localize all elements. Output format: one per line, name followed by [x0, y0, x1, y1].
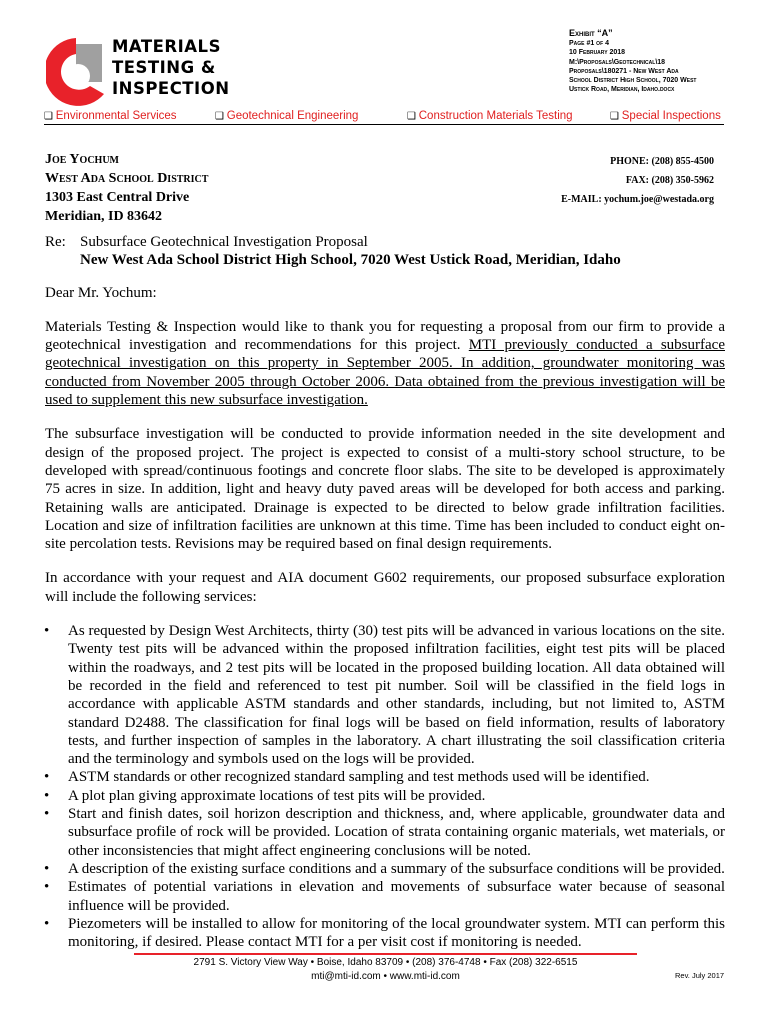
list-item: • A plot plan giving approximate locations of test pits will be provided.: [45, 787, 725, 805]
service-item: ❑ Construction Materials Testing: [407, 110, 573, 122]
revision-note: Rev. July 2017: [675, 971, 725, 980]
logo-line: TESTING &: [112, 58, 216, 77]
re-label: Re:: [45, 234, 66, 250]
services-bar: [44, 110, 724, 125]
footer-address: 2791 S. Victory View Way • Boise, Idaho 83709 • (208) 376-4748 • Fax (208) 322-6515: [193, 957, 578, 968]
footer-web: mti@mti-id.com • www.mti-id.com: [311, 971, 460, 982]
logo-line: INSPECTION: [112, 79, 230, 98]
service-item: ❑ Geotechnical Engineering: [215, 110, 358, 122]
exhibit-line: Ustick Road, Meridian, Idaho.docx: [569, 86, 675, 94]
exhibit-title: Exhibit “A”: [569, 28, 613, 38]
company-name: [112, 36, 230, 99]
list-item: • Estimates of potential variations in elevation and movements of subsurface water because of seasonal influence will be provided.: [45, 878, 725, 915]
phone: PHONE: (208) 855-4500: [610, 156, 714, 167]
p1-text: Materials Testing & Inspection would like to thank you for requesting a proposal from our firm to provide a geotechnical investigation and recommendations for this project.: [45, 318, 725, 354]
paragraph-3: In accordance with your request and AIA document G602 requirements, our proposed subsurface exploration will include the following services:: [45, 570, 725, 605]
services-list: [45, 622, 725, 951]
footer: [134, 956, 637, 984]
recipient-name: Joe Yochum: [45, 152, 119, 167]
list-item: • A description of the existing surface conditions and a summary of the subsurface conditions will be provided.: [45, 860, 725, 878]
exhibit-line: School District High School, 7020 West: [569, 77, 697, 85]
salutation: Dear Mr. Yochum:: [45, 284, 157, 301]
exhibit-line: M:\Proposals\Geotechnical\18: [569, 58, 666, 66]
exhibit-block: [569, 28, 696, 95]
service-item: ❑ Special Inspections: [610, 110, 721, 122]
re-subject: Subsurface Geotechnical Investigation Proposal: [80, 234, 368, 250]
recipient-street: 1303 East Central Drive: [45, 190, 190, 205]
paragraph-2: The subsurface investigation will be conducted to provide information needed in the site development and design of the proposed project. The project is expected to consist of a multi-story school structure, to be developed with spread/continuous footings and concrete floor slabs. The site to be developed is approximately 75 acres in size. In addition, light and heavy duty paved areas will be developed for both access and parking. Retaining walls are anticipated. Drainage is expected to be directed to below grade infiltration facilities. Location and size of infiltration facilities are unknown at this time. Time has been included to conduct eight on-site percolation tests. Revisions may be required based on final design requirements.: [45, 426, 725, 553]
email: E-MAIL: yochum.joe@westada.org: [561, 194, 714, 205]
service-item: ❑ Environmental Services: [44, 110, 177, 122]
re-project: New West Ada School District High School, 7020 West Ustick Road, Meridian, Idaho: [80, 252, 621, 269]
logo-line: MATERIALS: [112, 37, 221, 56]
list-item: • As requested by Design West Architects, thirty (30) test pits will be advanced in various locations on the site. Twenty test pits will be advanced within the proposed infiltration facilities, eight test pits will be placed within the roadways, and 2 test pits will be located in the proposed building location. All data obtained will be recorded in the field and referenced to test pit number. Soil will be classified in the field logs in accordance with applicable ASTM standards and other standards, including, but not limited to, ASTM standard D2488. The classification for final logs will be based on field information, results of laboratory tests, and further inspection of samples in the laboratory. A chart illustrating the soil classification criteria and the terminology and symbols used on the logs will be provided.: [45, 622, 725, 768]
exhibit-line: Page #1 of 4: [569, 40, 609, 47]
recipient-city: Meridian, ID 83642: [45, 209, 163, 224]
footer-rule: [134, 953, 637, 955]
exhibit-line: 10 February 2018: [569, 49, 626, 57]
paragraph-1: [45, 318, 725, 409]
mti-logo-icon: [46, 36, 106, 110]
p1-underlined: MTI previously conducted a subsurface geotechnical investigation on this property in September 2005. In addition, groundwater monitoring was conducted from November 2005 through October 2006. Data obtained from the previous investigation will be used to supplement this new subsurface investigation.: [45, 337, 725, 409]
re-line: [45, 233, 725, 270]
recipient-contact: [561, 152, 714, 209]
list-item: • Piezometers will be installed to allow for monitoring of the local groundwater system. MTI can perform this monitoring, if desired. Please contact MTI for a per visit cost if monitoring is needed.: [45, 915, 725, 952]
exhibit-line: Proposals\180271 - New West Ada: [569, 67, 679, 75]
fax: FAX: (208) 350-5962: [625, 175, 714, 186]
list-item: • Start and finish dates, soil horizon description and thickness, and, where applicable, groundwater data and subsurface profile of rock will be provided. Location of strata containing organic materials, wet materials, or other inconsistencies that might affect engineering conclusions will be noted.: [45, 805, 725, 860]
list-item: • ASTM standards or other recognized standard sampling and test methods used will be identified.: [45, 768, 725, 786]
letter-body: [45, 233, 725, 951]
recipient-org: West Ada School District: [45, 171, 209, 186]
recipient-address: [45, 150, 208, 226]
